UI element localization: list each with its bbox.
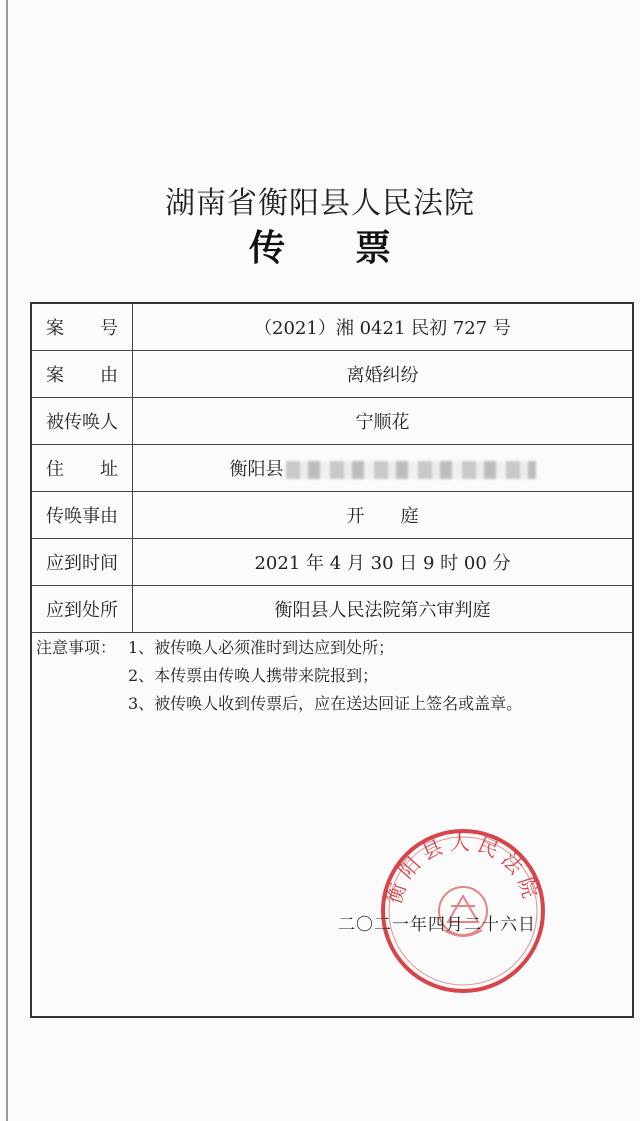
field-row-address	[32, 445, 632, 492]
field-value-case-number: （2021）湘 0421 民初 727 号	[133, 304, 633, 351]
field-row-appear-place	[32, 586, 632, 633]
field-label: 案 号	[32, 304, 133, 351]
field-row-summons-reason	[32, 492, 632, 539]
field-value-appear-time: 2021 年 4 月 30 日 9 时 00 分	[133, 539, 633, 586]
issue-date: 二〇二一年四月二十六日	[338, 915, 536, 935]
notes-section	[36, 634, 626, 718]
field-value-summons-reason: 开 庭	[133, 492, 633, 539]
note-item: 3、被传唤人收到传票后，应在送达回证上签名或盖章。	[128, 694, 523, 713]
field-row-case-cause	[32, 351, 632, 398]
field-row-summoned-person	[32, 398, 632, 445]
field-value-summoned-person: 宁顺花	[133, 398, 633, 445]
field-label: 应到时间	[32, 539, 133, 586]
fields-table	[32, 304, 632, 633]
field-row-case-number	[32, 304, 632, 351]
field-value-case-cause: 离婚纠纷	[133, 351, 633, 398]
field-row-appear-time	[32, 539, 632, 586]
summons-form	[30, 302, 634, 1018]
court-name: 湖南省衡阳县人民法院	[165, 186, 475, 221]
page-edge	[6, 0, 8, 1121]
field-label: 案 由	[32, 351, 133, 398]
field-value-appear-place: 衡阳县人民法院第六审判庭	[133, 586, 633, 633]
field-label: 传唤事由	[32, 492, 133, 539]
title-char-2: 票	[355, 227, 392, 269]
field-label: 应到处所	[32, 586, 133, 633]
field-label: 被传唤人	[32, 398, 133, 445]
field-label: 住 址	[32, 445, 133, 492]
document-title	[0, 220, 640, 271]
seal-text: 衡阳县人民法院	[381, 830, 545, 907]
note-item: 注意事项： 1、被传唤人必须准时到达应到处所；	[36, 634, 626, 662]
field-value-address	[133, 445, 633, 492]
address-prefix: 衡阳县	[229, 459, 284, 480]
redacted-address	[286, 461, 536, 479]
notes-lead: 注意事项：	[36, 638, 117, 657]
note-item: 2、本传票由传唤人携带来院报到；	[128, 666, 379, 685]
title-char-1: 传	[248, 227, 285, 269]
